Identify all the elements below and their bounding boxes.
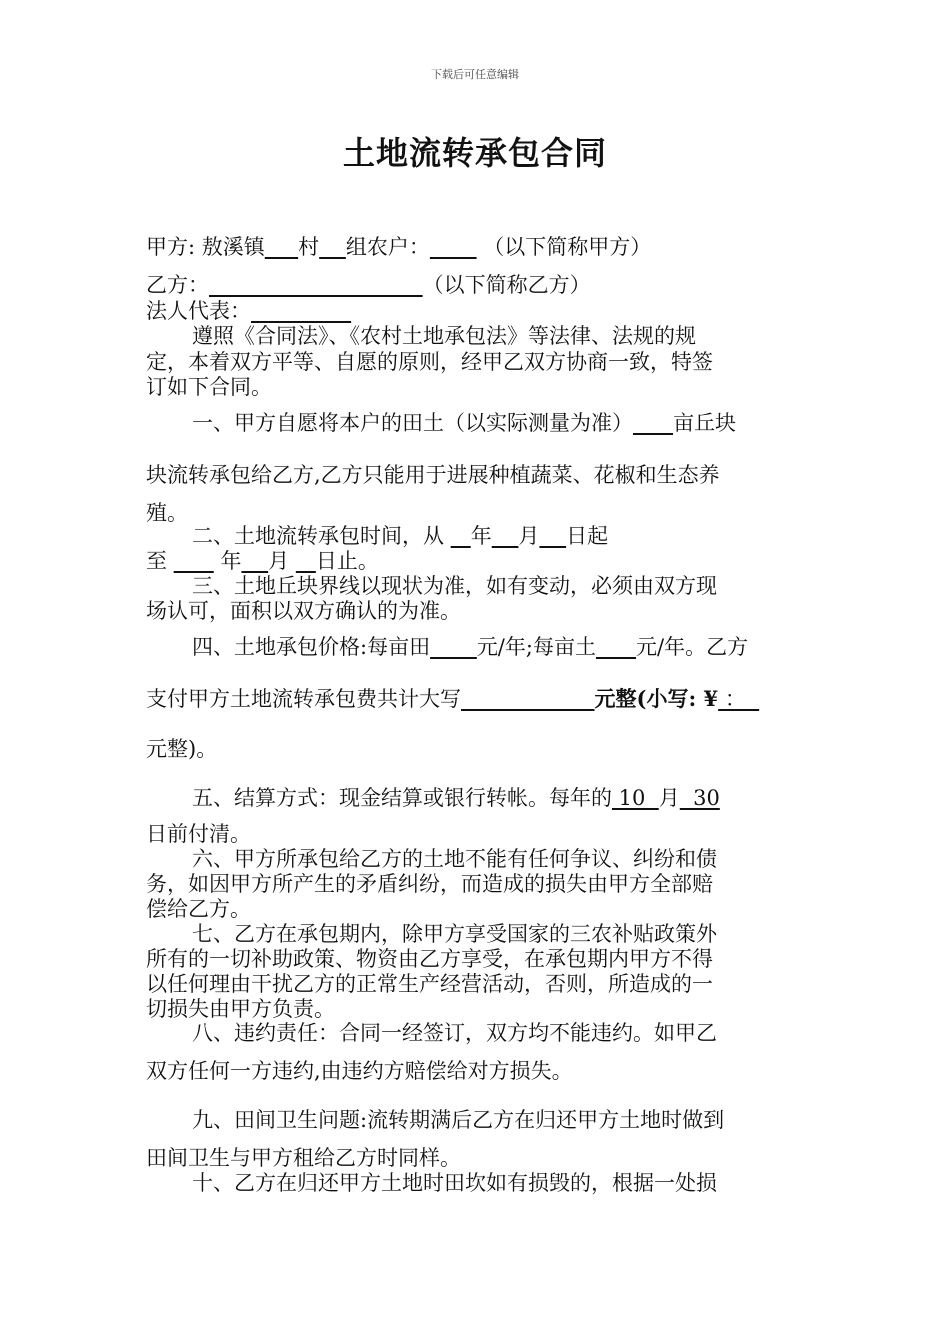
clause-2-line-2 <box>146 548 810 574</box>
village-blank <box>265 235 298 259</box>
preamble-line-2: 定，本着双方平等、自愿的原则，经甲乙双方协商一致，特签 <box>146 350 713 374</box>
clause-4-line-2 <box>146 686 810 712</box>
legal-rep-line <box>146 298 810 324</box>
land-price-blank <box>596 635 636 659</box>
clause-4-total-text: 支付甲方土地流转承包费共计大写 <box>146 687 461 711</box>
clause-1-line-1 <box>146 410 810 436</box>
field-price-blank <box>430 635 477 659</box>
legal-rep-blank <box>251 299 351 323</box>
end-day-blank <box>296 549 316 573</box>
payment-day: 30 <box>679 786 720 810</box>
clause-1-line-3: 殖。 <box>146 501 188 525</box>
clause-3-line-1: 三、土地丘块界线以现状为准，如有变动，必须由双方现 <box>192 574 717 598</box>
end-year-label: 年 <box>220 549 242 573</box>
start-year-label: 年 <box>470 524 492 548</box>
clause-1-line-2: 块流转承包给乙方,乙方只能用于进展种植蔬菜、花椒和生态养 <box>146 463 720 487</box>
clause-9-line-1: 九、田间卫生问题:流转期满后乙方在归还甲方土地时做到 <box>192 1108 725 1132</box>
legal-rep-label: 法人代表： <box>146 299 251 323</box>
party-b-blank <box>209 273 423 297</box>
page-title: 土地流转承包合同 <box>342 134 607 172</box>
clause-4-line-3: 元整)。 <box>146 737 218 761</box>
total-lowercase-label: 元整(小写: ¥ <box>594 686 719 711</box>
clause-2-line-1 <box>146 523 810 549</box>
party-a-suffix: （以下简称甲方） <box>483 235 652 259</box>
party-b-line <box>146 272 810 298</box>
end-month-blank <box>241 549 268 573</box>
clause-2-end-prefix: 至 <box>146 549 167 573</box>
clause-6-line-1: 六、甲方所承包给乙方的土地不能有任何争议、纠纷和债 <box>192 847 717 871</box>
start-day-label: 日起 <box>566 524 609 548</box>
field-price-unit: 元/年;每亩土 <box>476 635 596 659</box>
party-a-group: 组农户： <box>345 235 430 259</box>
clause-5-line-2: 日前付清。 <box>146 822 251 846</box>
payment-month-label: 月 <box>658 786 680 810</box>
start-month-blank <box>492 524 519 548</box>
clause-2-text: 二、土地流转承包时间，从 <box>192 524 444 548</box>
clause-6-line-2: 务，如因甲方所产生的矛盾纠纷，而造成的损失由甲方全部赔 <box>146 872 713 896</box>
group-blank <box>319 235 346 259</box>
total-uppercase-blank <box>461 687 595 711</box>
party-b-suffix: （以下简称乙方） <box>422 273 591 297</box>
clause-4-text: 四、土地承包价格:每亩田 <box>192 635 431 659</box>
area-blank <box>633 411 673 435</box>
clause-7-line-3: 以任何理由干扰乙方的正常生产经营活动，否则，所造成的一 <box>146 972 713 996</box>
party-a-village: 村 <box>298 235 320 259</box>
clause-8-line-1: 八、违约责任：合同一经签订，双方均不能违约。如甲乙 <box>192 1021 717 1045</box>
clause-10-line-1: 十、乙方在归还甲方土地时田坎如有损毁的，根据一处损 <box>192 1171 717 1195</box>
clause-5-text: 五、结算方式：现金结算或银行转帐。每年的 <box>192 786 612 810</box>
clause-5-line-1 <box>146 785 810 811</box>
farmer-blank <box>430 235 477 259</box>
party-a-line <box>146 234 810 260</box>
land-price-unit: 元/年。乙方 <box>636 635 749 659</box>
clause-7-line-4: 切损失由甲方负责。 <box>146 997 335 1021</box>
start-year-blank <box>451 524 471 548</box>
payment-month: 10 <box>612 786 659 810</box>
total-lowercase-blank: ： <box>718 687 760 711</box>
clause-7-line-2: 所有的一切补助政策、物资由乙方享受，在承包期内甲方不得 <box>146 947 713 971</box>
end-year-blank <box>174 549 214 573</box>
start-month-label: 月 <box>518 524 540 548</box>
clause-4-line-1 <box>146 634 810 660</box>
clause-3-line-2: 场认可，面积以双方确认的为准。 <box>146 599 461 623</box>
header-note: 下载后可任意编辑 <box>431 68 519 81</box>
preamble-line-3: 订如下合同。 <box>146 375 272 399</box>
clause-8-line-2: 双方任何一方违约,由违约方赔偿给对方损失。 <box>146 1059 573 1083</box>
clause-1-unit: 亩丘块 <box>673 411 737 435</box>
clause-9-line-2: 田间卫生与甲方租给乙方时同样。 <box>146 1146 461 1170</box>
clause-7-line-1: 七、乙方在承包期内，除甲方享受国家的三农补贴政策外 <box>192 922 717 946</box>
clause-1-text: 一、甲方自愿将本户的田土（以实际测量为准） <box>192 411 633 435</box>
clause-6-line-3: 偿给乙方。 <box>146 897 251 921</box>
start-day-blank <box>539 524 566 548</box>
party-b-prefix: 乙方： <box>146 273 209 297</box>
preamble-line-1: 遵照《合同法》、《农村土地承包法》等法律、法规的规 <box>192 324 696 348</box>
party-a-prefix: 甲方: 敖溪镇 <box>146 235 265 259</box>
end-day-label: 日止。 <box>315 549 379 573</box>
end-month-label: 月 <box>268 549 290 573</box>
